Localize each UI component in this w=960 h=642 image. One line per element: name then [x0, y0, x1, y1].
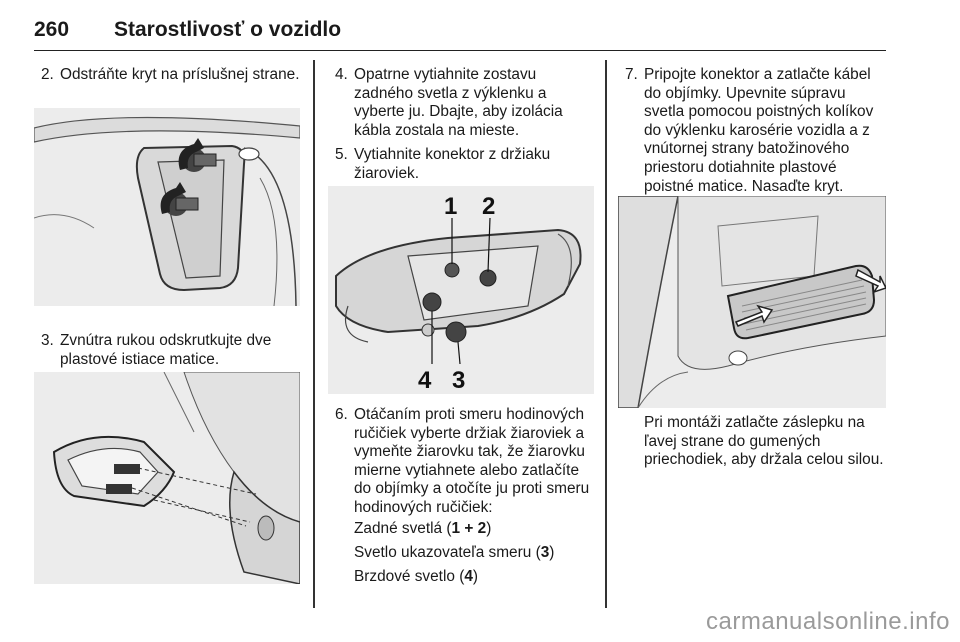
- step-7: 7. Pripojte konektor a zatlačte kábel do objímky. Upevnite súpravu svetla pomocou poistných kolíkov do výklenku karosérie vozidla a z vnútornej strany batožinového priestoru dotiahnite plastové poistné matice. Nasaďte kryt.: [625, 66, 874, 195]
- figure-trim-cover: [618, 196, 886, 408]
- figure-bulb-holders-illustration: [328, 186, 594, 394]
- figure-label-3: 3: [452, 367, 466, 394]
- step-5: 5. Vytiahnite konektor z držiaku žiaroviek.: [335, 146, 551, 182]
- column-divider-1: [313, 60, 315, 608]
- figure-bulb-holders: [328, 186, 594, 394]
- figure-cover-nuts-illustration: [34, 108, 300, 306]
- bulb-holder-2: [480, 270, 496, 286]
- figure-label-2: 2: [482, 193, 496, 220]
- bulb-holder-3: [446, 322, 466, 342]
- chapter-title: Starostlivosť o vozidlo: [114, 18, 342, 41]
- column-divider-2: [605, 60, 607, 608]
- figure-light-assembly-illustration: [34, 372, 300, 584]
- brake-light-line: Brzdové svetlo (4): [354, 568, 479, 585]
- step-4: 4. Opatrne vytiahnite zostavu zadného svetla z výklenku a vyberte ju. Dbajte, aby izolácia kábla zostala na mieste.: [335, 66, 563, 139]
- page-header: [34, 14, 886, 51]
- turn-signal-line: Svetlo ukazovateľa smeru (3): [354, 544, 555, 561]
- step-3: 3. Zvnútra rukou odskrutkujte dve plastové istiace matice.: [41, 332, 272, 368]
- watermark: carmanualsonline.info: [706, 608, 950, 635]
- figure-label-4: 4: [418, 367, 432, 394]
- bulb-holder-4: [423, 293, 441, 311]
- step-2: 2. Odstráňte kryt na príslušnej strane.: [41, 66, 300, 83]
- figure-trim-cover-illustration: [618, 196, 886, 408]
- figure-light-assembly-removal: [34, 372, 300, 584]
- figure-label-1: 1: [444, 193, 458, 220]
- figure-cover-nuts: [34, 108, 300, 306]
- bulb-holder-1: [445, 263, 459, 277]
- installation-note: Pri montáži zatlačte záslepku na ľavej strane do gumených priechodiek, aby držala celou silou.: [644, 414, 884, 469]
- rear-lights-line: Zadné svetlá (1 + 2): [354, 520, 492, 537]
- page-number: 260: [34, 18, 70, 41]
- step-6: 6. Otáčaním proti smeru hodinových ručičiek vyberte držiak žiaroviek a vymeňte žiarovku tak, že žiarovku mierne vytiahnete alebo zatlačíte do objímky a otočíte ju proti smeru hodinových ručičiek:: [335, 406, 590, 516]
